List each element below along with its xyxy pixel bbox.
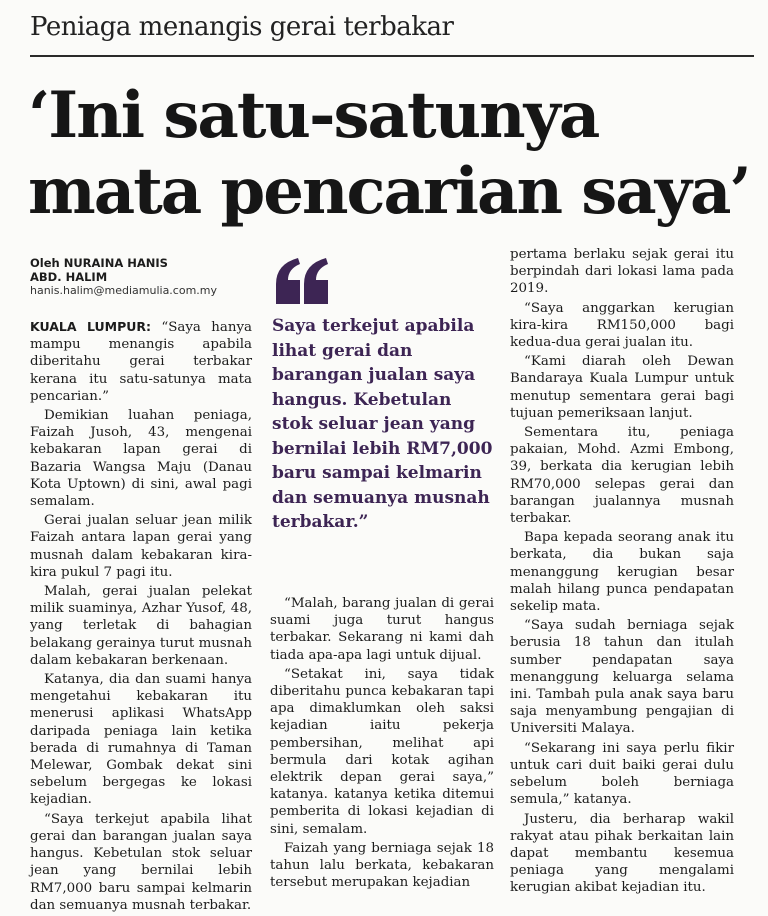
paragraph: Gerai jualan seluar jean milik Faizah antara lapan gerai yang musnah dalam kebakaran kira-kira pukul 7 pagi itu. [30, 513, 252, 580]
paragraph: Bapa kepada seorang anak itu berkata, dia bukan saja menanggung kerugian besar malah hilang punca pendapatan sekelip mata. [510, 530, 734, 615]
quote-icon [272, 258, 332, 304]
headline [28, 78, 758, 230]
paragraph: “Kami diarah oleh Dewan Bandaraya Kuala Lumpur untuk menutup sementara gerai bagi tujuan pemeriksaan lanjut. [510, 354, 734, 421]
paragraph: “Saya sudah berniaga sejak berusia 18 tahun dan itulah sumber pendapatan saya menanggung keluarga selama ini. Tambah pula anak saya baru saja menyambung pengajian di Universiti Malaya. [510, 618, 734, 737]
paragraph: “Malah, barang jualan di gerai suami juga turut hangus terbakar. Sekarang ni kami dah tiada apa-apa lagi untuk dijual. [270, 596, 494, 663]
byline [30, 257, 260, 298]
paragraph: Sementara itu, peniaga pakaian, Mohd. Azmi Embong, 39, berkata dia kerugian lebih RM70,000 selepas gerai dan barangan jualannya musnah terbakar. [510, 425, 734, 527]
paragraph: “Saya anggarkan kerugian kira-kira RM150,000 bagi kedua-dua gerai jualan itu. [510, 300, 734, 351]
paragraph-text: “Saya hanya mampu menangis apabila diberitahu gerai terbakar kerana itu satu-satunya mata pencarian.” [30, 320, 252, 404]
dateline: KUALA LUMPUR: [30, 319, 152, 334]
headline-line-1: ‘Ini satu-satunya [28, 78, 599, 153]
section-kicker: Peniaga menangis gerai terbakar [30, 12, 454, 42]
headline-line-2: mata pencarian saya’ [28, 154, 750, 229]
article-column-1 [30, 318, 252, 916]
paragraph: “Setakat ini, saya tidak diberitahu punca kebakaran tapi apa dimaklumkan oleh saksi kejadian iaitu pekerja pembersihan, melihat api bermula dari kotak agihan elektrik depan gerai saya,” katanya. katanya ketika ditemui pemberita di lokasi kejadian di sini, semalam. [270, 666, 494, 837]
byline-author-line-2: ABD. HALIM [30, 269, 108, 284]
paragraph: Malah, gerai jualan pelekat milik suaminya, Azhar Yusof, 48, yang terletak di bahagian belakang gerainya turut musnah dalam kebakaran berkenaan. [30, 584, 252, 668]
article-column-3 [510, 246, 734, 899]
paragraph: Justeru, dia berharap wakil rakyat atau pihak berkaitan lain dapat membantu kesemua peniaga yang mengalami kerugian akibat kejadian itu. [510, 811, 734, 896]
paragraph: pertama berlaku sejak gerai itu berpindah dari lokasi lama pada 2019. [510, 247, 734, 297]
paragraph: Katanya, dia dan suami hanya mengetahui kebakaran itu menerusi aplikasi WhatsApp daripada peniaga lain ketika berada di rumahnya di Taman Melewar, Gombak dekat sini sebelum bergegas ke lokasi kejadian. [30, 672, 252, 808]
pull-quote: Saya terkejut apabila lihat gerai dan barangan jualan saya hangus. Kebetulan stok seluar jean yang bernilai lebih RM7,000 baru sampai kelmarin dan semuanya musnah terbakar.” [272, 316, 493, 532]
paragraph: Demikian luahan peniaga, Faizah Jusoh, 43, mengenai kebakaran lapan gerai di Bazaria Wangsa Maju (Danau Kota Uptown) di sini, awal pagi semalam. [30, 408, 252, 510]
article-column-2 [270, 595, 494, 893]
paragraph: “Saya terkejut apabila lihat gerai dan barangan jualan saya hangus. Kebetulan stok seluar jean yang bernilai lebih RM7,000 baru sampai kelmarin dan semuanya musnah terbakar. [30, 811, 252, 913]
paragraph: “Sekarang ini saya perlu fikir untuk cari duit baiki gerai dulu sebelum boleh berniaga semula,” katanya. [510, 740, 734, 808]
byline-email: hanis.halim@mediamulia.com.my [30, 284, 218, 297]
byline-author-line-1: Oleh NURAINA HANIS [30, 256, 168, 270]
kicker-divider [30, 55, 754, 57]
paragraph [30, 318, 252, 405]
paragraph: Faizah yang berniaga sejak 18 tahun lalu berkata, kebakaran tersebut merupakan kejadian [270, 840, 494, 891]
